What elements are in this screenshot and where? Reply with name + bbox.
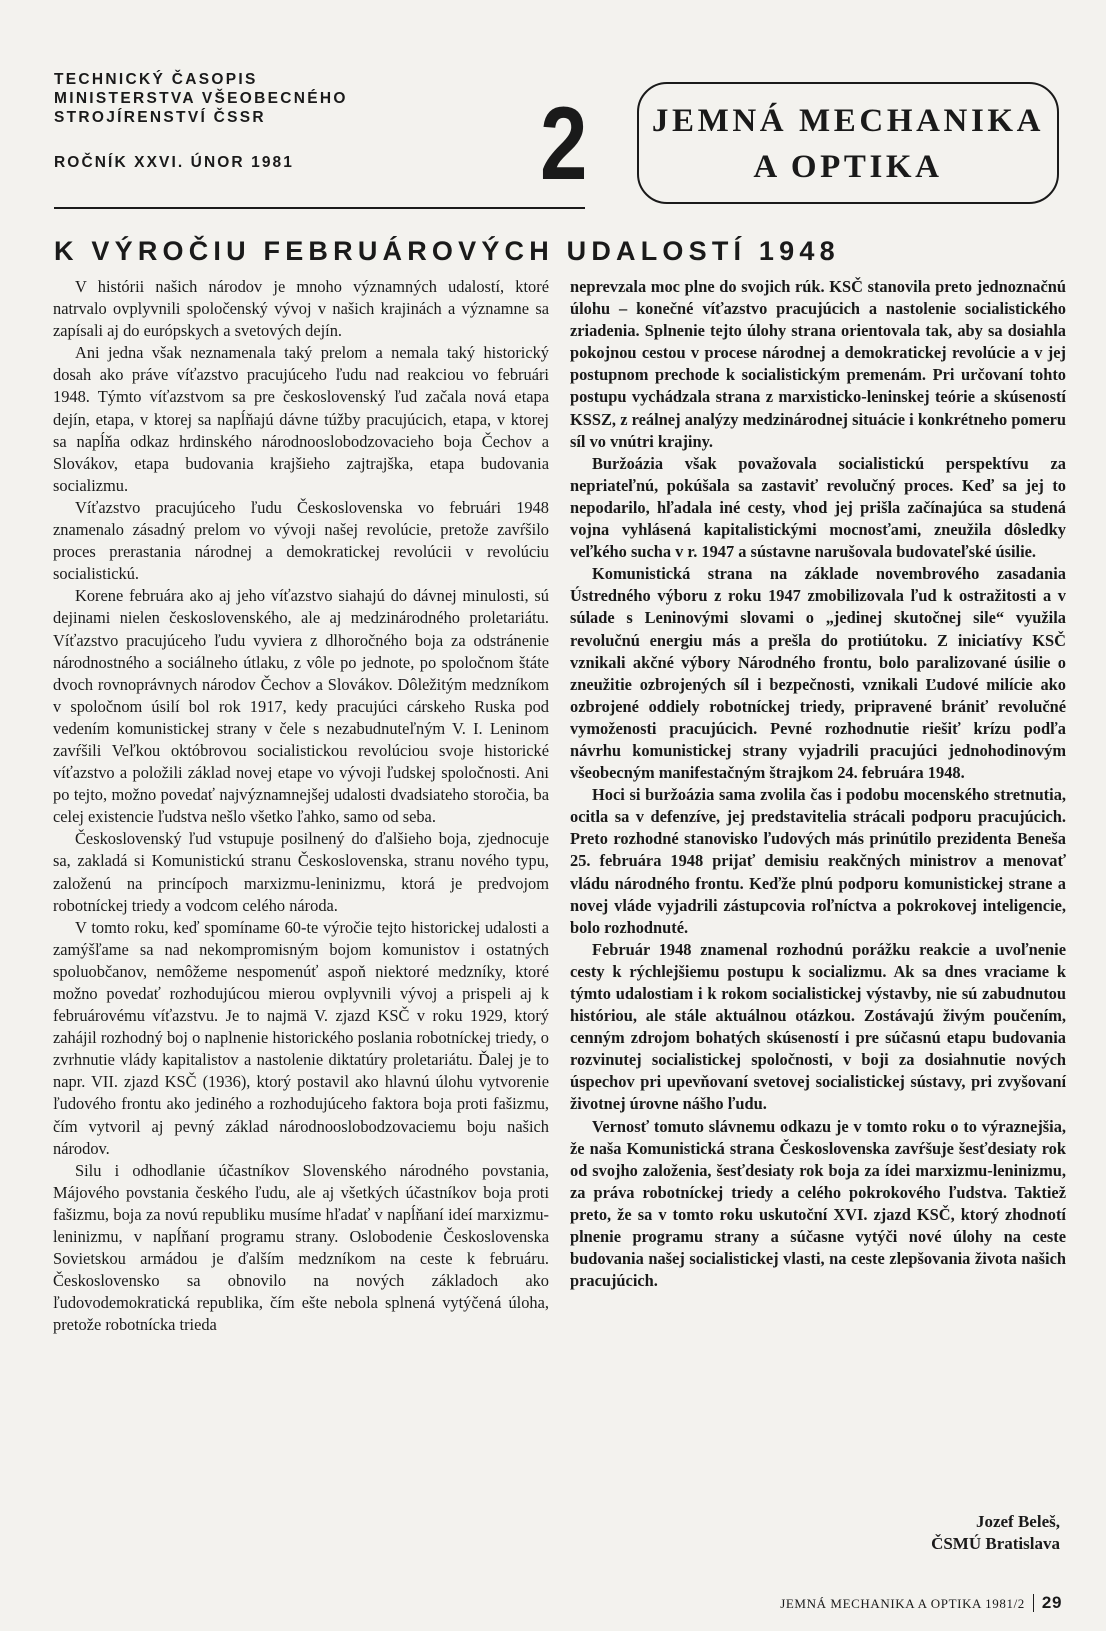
paragraph: Silu i odhodlanie účastníkov Slovenského národného povstania, Májového povstania českého ľudu, ale aj všetkých účastníkov boja proti fašizmu, boja za novú republiku musíme hľadať v napĺňaní ideí marxizmu-leninizmu, v napĺňaní programu strany. Oslobodenie Československa Sovietskou armádou je ďalším medzníkom na ceste k februáru. Československo sa obnovilo na nových základoch ako ľudovodemokratická republika, čím ešte nebola splnená vytýčená úloha, pretože robotnícka trieda <box>53 1160 549 1335</box>
publisher-line: MINISTERSTVA VŠEOBECNÉHO <box>54 90 348 107</box>
paragraph: V histórii našich národov je mnoho významných udalostí, ktoré natrvalo ovplyvnili spoločenský vývoj v našich krajinách a významne sa zapísali aj do európskych a svetových dejín. <box>53 277 549 341</box>
volume-date: ROČNÍK XXVI. ÚNOR 1981 <box>54 154 295 171</box>
paragraph: Ani jedna však neznamenala taký prelom a nemala taký historický dosah ako práve víťazstvo pracujúceho ľudu nad reakciou vo februári 1948. Týmto víťazstvom sa pre československý ľud začala nová etapa dejín, etapa, v ktorej sa napĺňajú dávne túžby pracujúcich, etapa, v ktorej sa napĺňa odkaz hrdinského národnooslobodzovacieho boja Čechov a Slovákov, etapa budovania krajšieho zajtrajška, etapa budovania socializmu. <box>53 343 549 495</box>
journal-title-line: A OPTIKA <box>753 149 943 185</box>
article-column-right <box>570 276 1066 1292</box>
paragraph: Víťazstvo pracujúceho ľudu Československa vo februári 1948 znamenalo zásadný prelom vo vývoji našej revolúcie, pretože zavŕšilo proces prerastania národnej a demokratickej revolúcii v revolúciu socialistickú. <box>53 497 549 584</box>
paragraph: Hoci si buržoázia sama zvolila čas i podobu mocenského stretnutia, ocitla sa v defenzíve, jej predstavitelia strácali podporu pracujúcich. Preto rozhodné stanovisko ľudových más prinútilo prezidenta Beneša 25. februára 1948 prijať demisiu reakčných ministrov a menovať vládu národného frontu. Keďže plnú podporu komunistickej strane a novej vláde vyjadrili zástupcovia roľníctva a pokrokovej inteligencie, bolo rozhodnuté. <box>570 785 1066 937</box>
journal-title-line: JEMNÁ MECHANIKA <box>651 103 1045 139</box>
publisher-block <box>54 70 348 127</box>
paragraph: Korene februára ako aj jeho víťazstvo siahajú do dávnej minulosti, sú dejinami nielen československého, ale aj medzinárodného proletariátu. Víťazstvo pracujúceho ľudu vyviera z dlhoročného boja za odstránenie národnostného a sociálneho útlaku, z vôle po jednote, po spoločnom štáte dvoch rovnoprávnych národov Čechov a Slovákov. Dôležitým medzníkom v spoločnom úsilí bol rok 1917, kedy pracujúci cárskeho Ruska pod vedením komunistickej strany v čele s nezabudnuteľným V. I. Leninom zavŕšili Veľkou októbrovou socialistickou revolúciou svoje historické víťazstvo a položili základ novej etape vo vývoji ľudskej spoločnosti. Ani po tejto, možno povedať najvýznamnejšej udalosti dvadsiateho storočia, ba celej existencie ľudstva nešlo všetko ľahko, samo od seba. <box>53 586 549 827</box>
footer-divider <box>1033 1594 1034 1612</box>
paragraph: neprevzala moc plne do svojich rúk. KSČ stanovila preto jednoznačnú úlohu – konečné víťazstvo pracujúcich a nastolenie socialistického zriadenia. Splnenie tejto úlohy strana orientovala tak, aby sa dosiahla pokojnou cestou v procese národnej a demokratickej revolúcie a v jej postupnom prechode k socialistickým premenám. Pri určovaní tohto postupu vychádzala strana z marxisticko-leninskej teórie a skúseností KSSZ, z reálnej analýzy medzinárodnej situácie i konkrétneho pomeru síl vo vnútri krajiny. <box>570 277 1066 451</box>
masthead-divider <box>54 207 585 209</box>
paragraph: V tomto roku, keď spomíname 60-te výročie tejto historickej udalosti a zamýšľame sa nad nekompromisným bojom komunistov i ostatných spoluobčanov, nemôžeme nespomenúť aspoň niektoré medzníky, ktoré možno povedať rozhodujúcou mierou ovplyvnili vývoj a prispeli aj k februárovému víťazstvu. Je to najmä V. zjazd KSČ v roku 1929, ktorý zahájil rozhodný boj o naplnenie historického poslania robotníckej triedy, o zvrhnutie vlády kapitalistov a nastolenie diktatúry proletariátu. Ďalej je to napr. VII. zjazd KSČ (1936), ktorý postavil ako hlavnú úlohu vytvorenie ľudového frontu ako jediného a rozhodujúceho faktora boja proti fašizmu, čím vytvoril aj pevný základ národnooslobodzovaciemu boju našich národov. <box>53 917 549 1158</box>
author-affiliation: ČSMÚ Bratislava <box>931 1534 1060 1553</box>
article-headline: K VÝROČIU FEBRUÁROVÝCH UDALOSTÍ 1948 <box>54 236 840 266</box>
running-title: JEMNÁ MECHANIKA A OPTIKA 1981/2 <box>780 1596 1025 1611</box>
journal-title <box>637 98 1059 190</box>
publisher-line: TECHNICKÝ ČASOPIS <box>54 71 258 88</box>
issue-number: 2 <box>540 86 585 202</box>
page-footer <box>700 1593 1062 1613</box>
paragraph: Buržoázia však považovala socialistickú perspektívu za nepriateľnú, pokúšala sa zastaviť revolučný proces. Keď sa jej to nepodarilo, hľadala iné cesty, vhod jej prišla začínajúca sa studená vojna vyhlásená kapitalistickými mocnosťami, zneužila dôsledky veľkého sucha v r. 1947 a sústavne narušovala budovateľské úsilie. <box>570 453 1066 562</box>
paragraph: Československý ľud vstupuje posilnený do ďalšieho boja, zjednocuje sa, zakladá si Komunistickú stranu Československa, stranu nového typu, založenú na princípoch marxizmu-leninizmu, ktorá je predvojom robotníckej triedy a vodcom celého národa. <box>53 829 549 915</box>
article-column-left <box>53 276 549 1337</box>
publisher-line: STROJÍRENSTVÍ ČSSR <box>54 109 266 126</box>
author-name: Jozef Beleš, <box>975 1512 1060 1531</box>
author-signature <box>860 1511 1060 1555</box>
page-number: 29 <box>1041 1593 1062 1612</box>
paragraph: Vernosť tomuto slávnemu odkazu je v tomto roku o to výraznejšia, že naša Komunistická strana Československa zavŕšuje šesťdesiaty rok od svojho založenia, šesťdesiaty rok boja za ídei marxizmu-leninizmu, za práva robotníckej triedy a celého pokrokového ľudstva. Taktiež preto, že sa v tomto roku uskutoční XVI. zjazd KSČ, ktorý zhodnotí plnenie programu strany a súčasne vytýči nové úlohy na ceste budovania našej socialistickej vlasti, na ceste zlepšovania života našich pracujúcich. <box>570 1116 1066 1291</box>
paragraph: Február 1948 znamenal rozhodnú porážku reakcie a uvoľnenie cesty k rýchlejšiemu postupu k socializmu. Ak sa dnes vraciame k týmto udalostiam i k rokom socialistickej výstavby, nie sú zabudnutou históriou, ale stále aktuálnou otázkou. Zostávajú živým poučením, cenným zdrojom bohatých skúseností i pre súčasnú etapu budovania rozvinutej socialistickej spoločnosti, v boji za dosiahnutie nových úspechov pri upevňovaní svetovej socialistickej sústavy, pri zvyšovaní životnej úrovne nášho ľudu. <box>570 939 1066 1114</box>
paragraph: Komunistická strana na základe novembrového zasadania Ústredného výboru z roku 1947 zmobilizovala ľud k ostražitosti a v súlade s Leninovými slovami o „jedinej skutočnej sile“ využila revolučnú energiu más a prešla do protiútoku. Z iniciatívy KSČ vznikali akčné výbory Národného frontu, bolo paralizované úsilie o zneužitie ozbrojených síl i bezpečnosti, vznikali Ľudové milície ako ozbrojené oddiely robotníckej triedy, pripravené brániť revolučné vymoženosti pracujúcich. Pevné rozhodnutie riešiť krízu podľa návrhu komunistickej strany vyjadrili pracujúci jednohodinovým všeobecným manifestačným štrajkom 24. februára 1948. <box>570 564 1066 783</box>
